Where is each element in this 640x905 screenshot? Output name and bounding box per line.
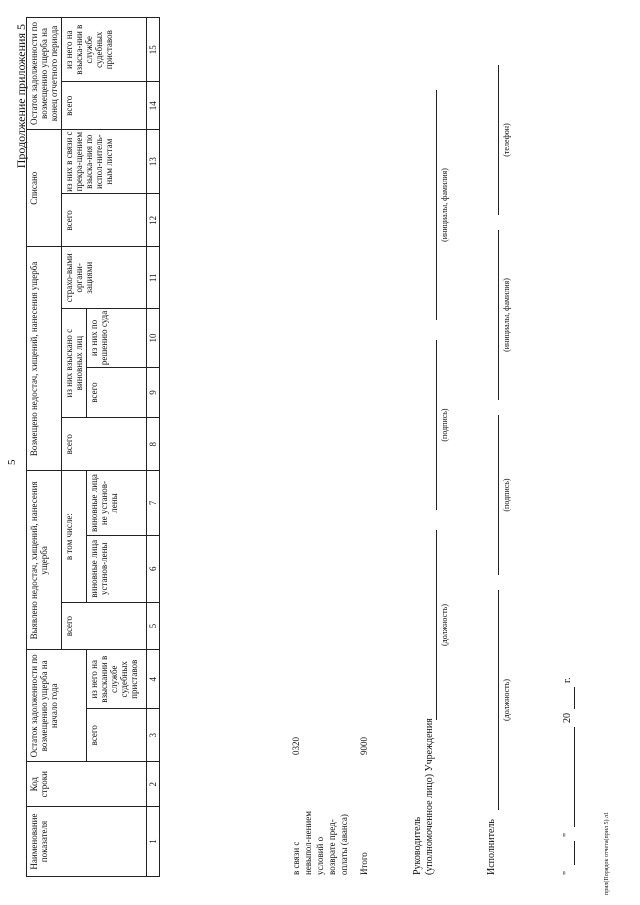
executor-phone-line[interactable] [498,65,499,215]
header-insurance: страхо-выми органи-зациями [62,247,147,309]
column-number-row [147,18,160,877]
executor-signature-line[interactable] [498,415,499,575]
executor-position-caption: (должность) [502,679,511,721]
date-quote-open: " [562,870,573,875]
head-signature-caption: (подпись) [440,408,449,442]
header-end-total: всего [62,82,147,130]
col-num: 13 [147,129,160,193]
header-collected-total: всего [87,367,147,417]
date-year-line[interactable] [574,687,575,709]
col-num: 11 [147,247,160,309]
date-quote-close: " [562,832,573,837]
executor-initials-line[interactable] [498,230,499,400]
executor-phone-caption: (телефон) [502,123,511,157]
date-year-prefix: 20 [562,713,573,723]
header-row-1 [27,18,62,877]
header-detected: Выявлено недостач, хищений, нанесения ущерба [27,471,62,650]
header-end-bailiff: из него на взыска-нии в службе судебных приставов [62,18,147,82]
header-start-bailiff: из него на взыскании в службе судебных приставов [87,650,147,709]
header-written-off-total: всего [62,194,147,247]
head-initials-line[interactable] [436,90,437,320]
row-code-prepayment: 0320 [291,737,301,755]
header-compensated: Возмещено недостач, хищений, нанесения ущерба [27,247,62,471]
col-num: 4 [147,650,160,709]
row-name-total: Итого [359,852,369,875]
header-code: Код строки [27,762,147,807]
header-balance-end: Остаток задолженности по возмещению ущерба на конец отчетного периода [27,18,62,130]
head-initials-caption: (инициалы, фамилия) [440,168,449,242]
col-num: 9 [147,367,160,417]
header-by-court: из них по решению суда [87,309,147,368]
footer-text: прил(Порядок отчета(прил 5) л1 [604,812,610,895]
report-table [26,17,160,877]
header-culprits-found: виновные лица установ-лены [87,535,147,602]
head-position-line[interactable] [436,530,437,720]
col-num: 7 [147,471,160,535]
header-name: Наименование показателя [27,807,147,877]
col-num: 3 [147,709,160,762]
header-balance-start: Остаток задолженности по возмещению ущерба на начало года [27,650,87,762]
col-num: 1 [147,807,160,877]
executor-label: Исполнитель [486,819,497,875]
col-num: 15 [147,18,160,82]
col-num: 14 [147,82,160,130]
header-written-off: Списано [27,129,62,247]
head-signature-line[interactable] [436,340,437,510]
col-num: 10 [147,309,160,368]
head-label: Руководитель [412,816,423,875]
col-num: 8 [147,418,160,471]
header-compensated-total: всего [62,418,147,471]
executor-signature-caption: (подпись) [502,478,511,512]
header-detected-total: всего [62,602,147,650]
col-num: 6 [147,535,160,602]
head-position-caption: (должность) [440,604,449,646]
col-num: 5 [147,602,160,650]
row-name-prepayment: в связи с невыпол-нением условий о возврате пред-оплаты (аванса) [291,811,349,875]
page-number: 5 [6,459,18,465]
appendix-title: Продолжение приложения 5 [14,24,28,169]
header-collected-culprits: из них взыскано с виновных лиц [62,309,87,418]
row-code-total: 9000 [359,737,369,755]
head-sublabel: (уполномоченное лицо) Учреждения [424,718,435,875]
col-num: 12 [147,194,160,247]
executor-initials-caption: (инициалы, фамилия) [502,278,511,352]
col-num: 2 [147,762,160,807]
header-including: в том числе: [62,471,87,603]
header-terminated: из них в связи с прекра-щением взыска-ния по испол-нитель-ным листам [62,129,147,193]
header-culprits-not-found: виновные лица не установ-лены [87,471,147,535]
header-start-total: всего [87,709,147,762]
date-year-suffix: г. [562,677,573,683]
date-day-line[interactable] [574,841,575,865]
date-month-line[interactable] [574,727,575,827]
executor-position-line[interactable] [498,590,499,810]
